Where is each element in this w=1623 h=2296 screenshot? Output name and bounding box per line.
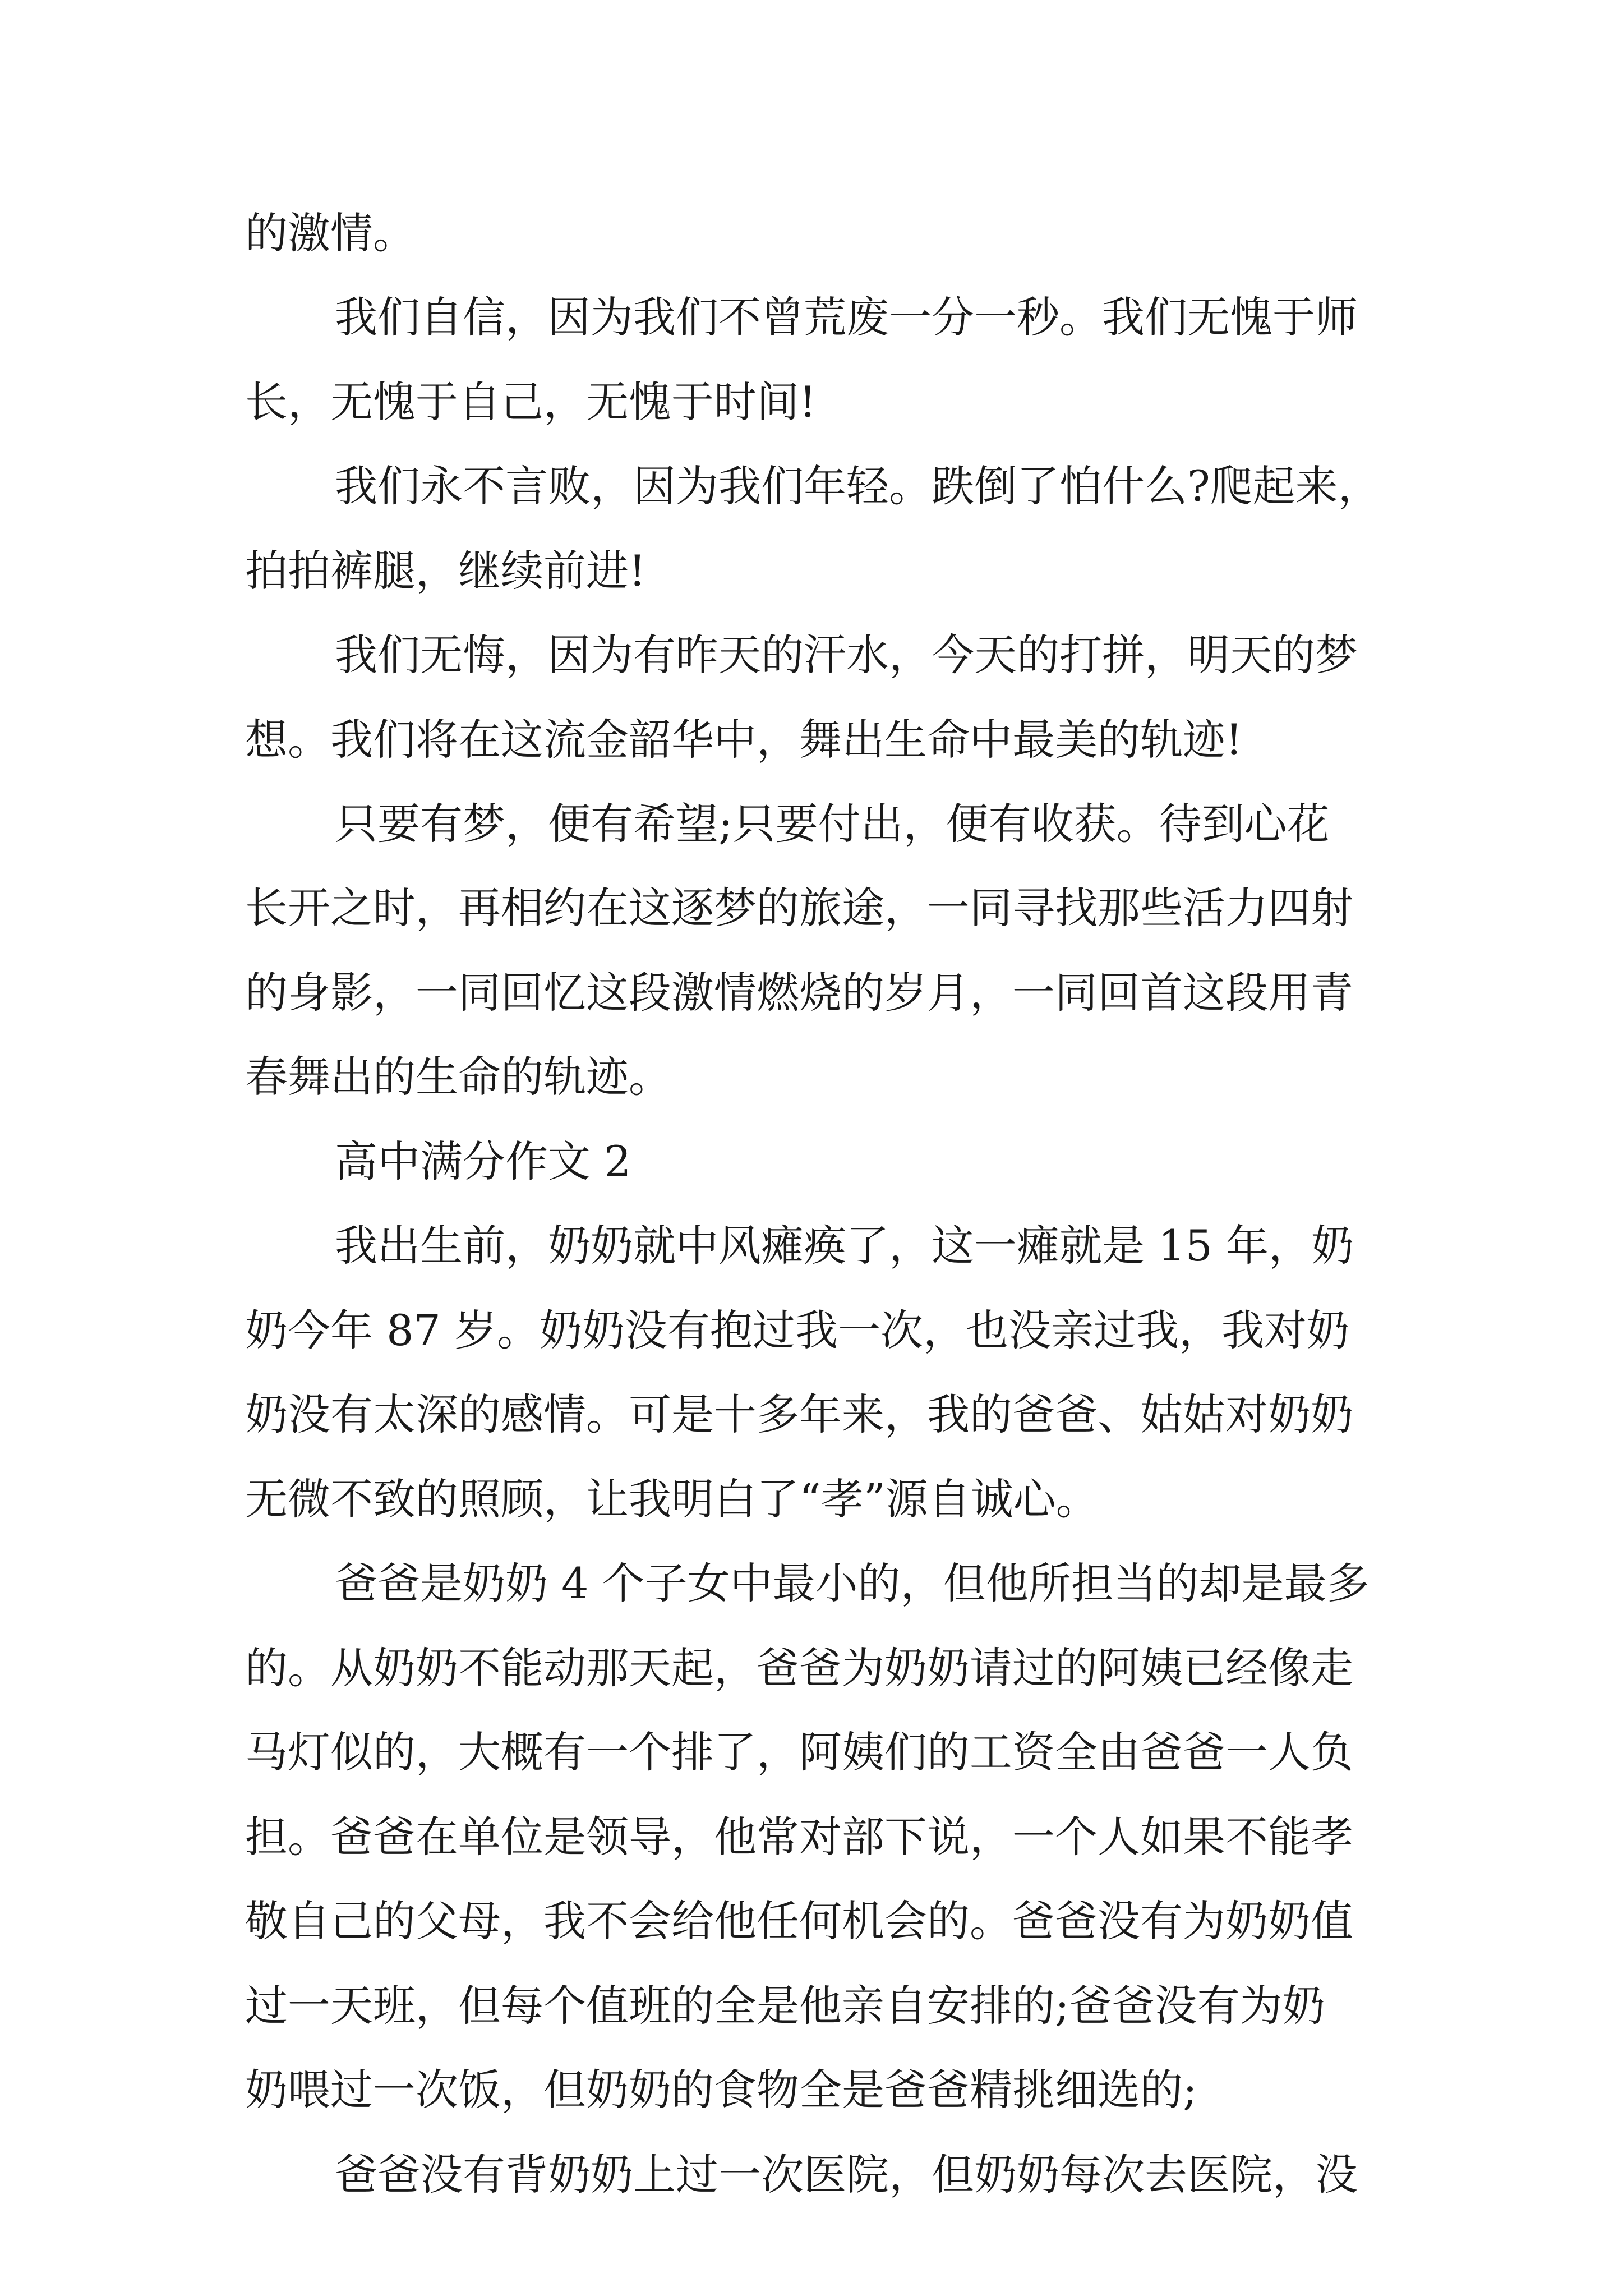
text-line: 过一天班，但每个值班的全是他亲自安排的;爸爸没有为奶 [245,1981,1325,2031]
text-line: 长，无愧于自己，无愧于时间! [245,377,817,427]
text-line: 我们永不言败，因为我们年轻。跌倒了怕什么?爬起来， [335,461,1381,511]
text-line: 马灯似的，大概有一个排了，阿姨们的工资全由爸爸一人负 [245,1727,1353,1777]
text-line: 爸爸没有背奶奶上过一次医院，但奶奶每次去医院，没 [335,2150,1358,2200]
text-line: 想。我们将在这流金韶华中，舞出生命中最美的轨迹! [245,715,1243,765]
text-line: 的激情。 [245,208,416,258]
text-line: 无微不致的照顾，让我明白了“孝”源自诚心。 [245,1474,1099,1524]
text-line: 的。从奶奶不能动那天起，爸爸为奶奶请过的阿姨已经像走 [245,1643,1353,1693]
text-line: 我出生前，奶奶就中风瘫痪了，这一瘫就是 15 年，奶 [335,1221,1354,1271]
text-line: 担。爸爸在单位是领导，他常对部下说，一个人如果不能孝 [245,1812,1353,1862]
text-line: 只要有梦，便有希望;只要付出，便有收获。待到心花 [335,799,1330,849]
text-line: 我们无悔，因为有昨天的汗水，今天的打拼，明天的梦 [335,630,1358,680]
section-heading: 高中满分作文 2 [335,1137,631,1186]
text-line: 爸爸是奶奶 4 个子女中最小的，但他所担当的却是最多 [335,1558,1370,1608]
text-line: 奶喂过一次饭，但奶奶的食物全是爸爸精挑细选的; [245,2065,1197,2115]
text-line: 我们自信，因为我们不曾荒废一分一秒。我们无愧于师 [335,292,1358,342]
text-line: 拍拍裤腿，继续前进! [245,546,646,596]
text-line: 奶没有太深的感情。可是十多年来，我的爸爸、姑姑对奶奶 [245,1389,1353,1439]
text-line: 敬自己的父母，我不会给他任何机会的。爸爸没有为奶奶值 [245,1896,1353,1946]
text-line: 奶今年 87 岁。奶奶没有抱过我一次，也没亲过我，我对奶 [245,1305,1350,1355]
text-line: 春舞出的生命的轨迹。 [245,1052,671,1102]
text-line: 的身影，一同回忆这段激情燃烧的岁月，一同回首这段用青 [245,968,1353,1018]
text-line: 长开之时，再相约在这逐梦的旅途，一同寻找那些活力四射 [245,883,1353,933]
